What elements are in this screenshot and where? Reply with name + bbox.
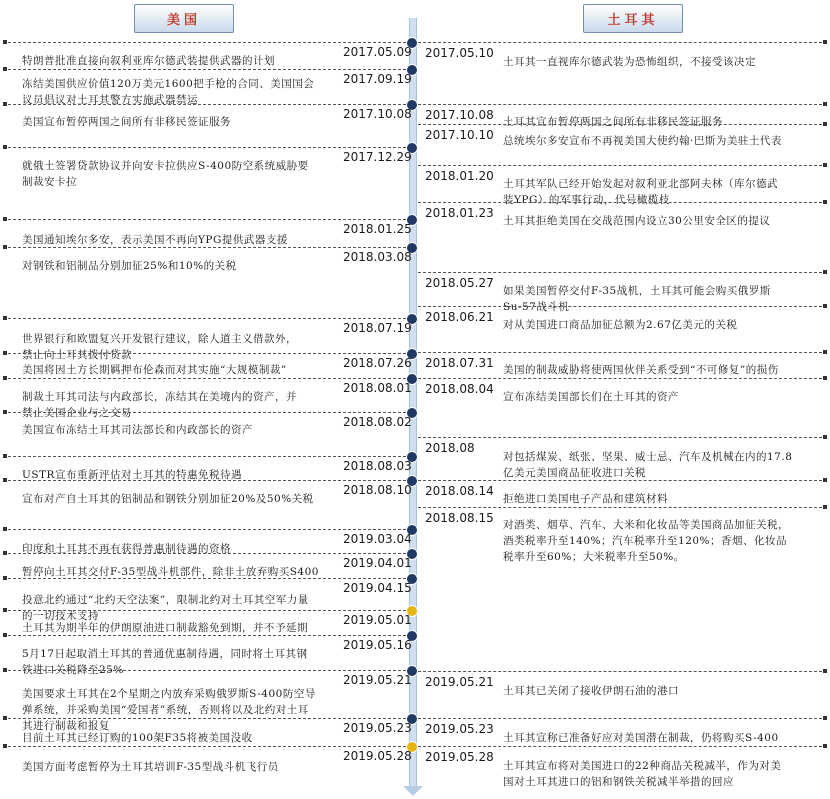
us-event-date: 2018.08.02 — [343, 415, 412, 429]
us-event-text — [22, 362, 342, 378]
us-event-text — [22, 646, 342, 678]
turkey-event-line: 土耳其宣布暂停两国之间所有非移民签证服务 — [503, 116, 723, 128]
turkey-separator-cap — [823, 376, 827, 380]
turkey-separator-cap — [823, 122, 827, 126]
us-event-text — [22, 730, 342, 746]
turkey-event-date: 2017.10.10 — [425, 128, 494, 142]
us-separator-cap — [3, 608, 7, 612]
turkey-event-date: 2017.05.10 — [425, 46, 494, 60]
turkey-event-date: 2018.07.31 — [425, 356, 494, 370]
turkey-separator — [418, 202, 827, 203]
turkey-event-text — [503, 517, 825, 565]
us-separator-cap — [3, 351, 7, 355]
turkey-separator — [418, 746, 827, 747]
us-event-date: 2019.05.01 — [343, 613, 412, 627]
us-event-line: 印度和土耳其不再有获得普惠制待遇的资格 — [22, 543, 231, 555]
us-event-date: 2019.04.01 — [343, 556, 412, 570]
turkey-event-line: 土耳其一直视库尔德武装为恐怖组织，不接受该决定 — [503, 56, 756, 68]
turkey-separator — [418, 718, 827, 719]
turkey-event-date: 2018.08.15 — [425, 511, 494, 525]
us-separator-cap — [3, 478, 7, 482]
us-separator — [3, 318, 406, 319]
us-event-date: 2019.05.21 — [343, 673, 412, 687]
us-event-line: 美国要求土耳其在2个星期之内放弃采购俄罗斯S-400防空导 — [22, 688, 316, 700]
us-event-line: 的一切技术支持 — [22, 610, 99, 622]
us-event-line: 美国通知埃尔多安，表示美国不再向YPG提供武器支援 — [22, 234, 288, 246]
turkey-event-line: 宣布冻结美国部长们在土耳其的资产 — [503, 391, 679, 403]
turkey-event-line: 如果美国暂停交付F-35战机，土耳其可能会购买俄罗斯 — [503, 285, 771, 297]
us-header: 美国 — [134, 4, 234, 33]
turkey-separator-cap — [823, 102, 827, 106]
turkey-event-date: 2018.08.14 — [425, 484, 494, 498]
turkey-event-date: 2018.01.20 — [425, 169, 494, 183]
turkey-event-line: 土耳其宣称已准备好应对美国潜在制裁，仍将购买S-400 — [503, 732, 779, 744]
us-event-line: 美国宣布冻结土耳其司法部长和内政部长的资产 — [22, 424, 253, 436]
us-separator-cap — [3, 410, 7, 414]
us-event-date: 2017.10.08 — [343, 107, 412, 121]
turkey-event-text — [503, 730, 825, 746]
turkey-separator-cap — [823, 304, 827, 308]
us-separator-cap — [3, 633, 7, 637]
turkey-event-text — [503, 449, 825, 481]
turkey-event-line: 美国的制裁威胁将使两国伙伴关系受到“不可修复”的损伤 — [503, 364, 779, 376]
us-event-date: 2017.05.09 — [343, 45, 412, 59]
us-separator — [3, 247, 406, 248]
turkey-event-line: 拒绝进口美国电子产品和建筑材料 — [503, 493, 668, 505]
turkey-event-line: 土耳其拒绝美国在交战范围内设立30公里安全区的提议 — [503, 215, 771, 227]
us-separator-cap — [3, 145, 7, 149]
us-separator — [3, 529, 406, 530]
us-event-line: 铁进口关税降至25% — [22, 664, 124, 676]
turkey-event-text — [503, 114, 825, 130]
turkey-event-line: 酒类税率升至140%；汽车税率升至120%；香烟、化妆品 — [503, 535, 788, 547]
us-separator — [3, 610, 406, 611]
us-separator — [3, 353, 406, 354]
us-event-date: 2018.08.10 — [343, 483, 412, 497]
turkey-separator-cap — [823, 435, 827, 439]
us-event-text — [22, 686, 342, 734]
us-event-date: 2018.07.19 — [343, 321, 412, 335]
turkey-event-text — [503, 176, 825, 208]
us-separator — [3, 219, 406, 220]
us-separator — [3, 635, 406, 636]
turkey-event-line: 对酒类、烟草、汽车、大米和化妆品等美国商品加征关税， — [503, 519, 789, 531]
us-separator — [3, 104, 406, 105]
us-separator — [3, 412, 406, 413]
turkey-header: 土耳其 — [583, 4, 683, 33]
us-event-line: 制裁土耳其司法与内政部长，冻结其在美境内的资产，并 — [22, 391, 297, 403]
us-event-text — [22, 759, 342, 775]
us-event-text — [22, 158, 342, 190]
turkey-separator — [418, 480, 827, 481]
us-event-line: 世界银行和欧盟复兴开发银行建议，除人道主义借款外， — [22, 333, 297, 345]
us-event-date: 2019.05.23 — [343, 721, 412, 735]
us-event-date: 2019.04.15 — [343, 581, 412, 595]
us-event-date: 2019.03.04 — [343, 532, 412, 546]
us-separator — [3, 746, 406, 747]
turkey-separator — [418, 671, 827, 672]
us-event-date: 2017.09.19 — [343, 72, 412, 86]
us-event-text — [22, 331, 342, 363]
turkey-event-date: 2018.06.21 — [425, 310, 494, 324]
us-event-text — [22, 258, 342, 274]
us-separator — [3, 42, 406, 43]
turkey-separator — [418, 104, 827, 105]
turkey-event-date: 2019.05.23 — [425, 722, 494, 736]
turkey-event-line: 对从美国进口商品加征总额为2.67亿美元的关税 — [503, 319, 738, 331]
us-event-text — [22, 53, 342, 69]
turkey-event-text — [503, 362, 825, 378]
turkey-event-date: 2018.08 — [425, 441, 475, 455]
us-separator-cap — [3, 245, 7, 249]
us-separator-cap — [3, 527, 7, 531]
us-event-date: 2018.03.08 — [343, 250, 412, 264]
turkey-separator-cap — [823, 505, 827, 509]
us-separator-cap — [3, 576, 7, 580]
turkey-event-text — [503, 213, 825, 229]
turkey-separator-cap — [823, 40, 827, 44]
turkey-event-line: 装YPG）的军事行动，代号橄榄枝 — [503, 194, 670, 206]
turkey-event-line: Su-57战斗机 — [503, 301, 570, 313]
us-separator — [3, 718, 406, 719]
us-event-date: 2018.08.03 — [343, 459, 412, 473]
us-event-date: 2017.12.29 — [343, 150, 412, 164]
us-event-text — [22, 389, 342, 421]
timeline-arrow-icon — [403, 786, 423, 796]
us-event-line: 其进行制裁和报复 — [22, 720, 110, 732]
turkey-event-text — [503, 491, 825, 507]
us-event-text — [22, 114, 342, 130]
turkey-event-text — [503, 54, 825, 70]
us-separator — [3, 456, 406, 457]
turkey-separator-cap — [823, 163, 827, 167]
us-event-line: 冻结美国供应价值120万美元1600把手枪的合同、美国国会 — [22, 78, 315, 90]
us-event-line: 制裁安卡拉 — [22, 176, 77, 188]
turkey-separator — [418, 437, 827, 438]
us-event-line: 目前土耳其已经订购的100架F35将被美国没收 — [22, 732, 253, 744]
us-event-text — [22, 620, 342, 636]
turkey-separator — [418, 306, 827, 307]
turkey-separator — [418, 165, 827, 166]
us-event-line: USTR宣布重新评估对土耳其的特惠免税待遇 — [22, 469, 242, 481]
us-event-line: 宣布对产自土耳其的铝制品和钢铁分别加征20%及50%关税 — [22, 493, 314, 505]
us-event-line: 特朗普批准直接向叙利亚库尔德武装提供武器的计划 — [22, 55, 275, 67]
us-event-line: 议员倡议对土耳其警方实施武器禁运 — [22, 94, 198, 106]
us-event-date: 2019.05.28 — [343, 749, 412, 763]
turkey-event-line: 土耳其已关闭了接收伊朗石油的港口 — [503, 685, 679, 697]
us-separator — [3, 670, 406, 671]
turkey-event-date: 2018.05.27 — [425, 276, 494, 290]
turkey-event-text — [503, 758, 825, 790]
us-event-line: 5月17日起取消土耳其的普通优惠制待遇，同时将土耳其钢 — [22, 648, 308, 660]
us-event-line: 美国宣布暂停两国之间所有非移民签证服务 — [22, 116, 231, 128]
turkey-separator-cap — [823, 478, 827, 482]
us-separator — [3, 480, 406, 481]
us-event-line: 投意北约通过“北约天空法案”，限制北约对土耳其空军力量 — [22, 594, 309, 606]
turkey-separator — [418, 272, 827, 273]
us-event-date: 2019.05.16 — [343, 638, 412, 652]
us-separator — [3, 69, 406, 70]
us-event-line: 弹系统，并采购美国“爱国者”系统，否则将以及北约对土耳 — [22, 704, 309, 716]
us-event-line: 对钢铁和铝制品分别加征25%和10%的关税 — [22, 260, 237, 272]
us-event-date: 2018.07.26 — [343, 356, 412, 370]
us-separator — [3, 578, 406, 579]
us-separator-cap — [3, 217, 7, 221]
turkey-event-date: 2018.01.23 — [425, 206, 494, 220]
us-event-text — [22, 541, 342, 557]
turkey-event-date: 2019.05.28 — [425, 750, 494, 764]
turkey-event-text — [503, 683, 825, 699]
turkey-event-date: 2018.08.04 — [425, 382, 494, 396]
us-event-text — [22, 232, 342, 248]
turkey-separator — [418, 352, 827, 353]
turkey-event-date: 2017.10.08 — [425, 108, 494, 122]
turkey-event-line: 国对土耳其进口的铝和钢铁关税减半举措的回应 — [503, 776, 734, 788]
us-event-date: 2018.08.01 — [343, 381, 412, 395]
turkey-event-line: 亿美元美国商品征收进口关税 — [503, 467, 646, 479]
turkey-separator-cap — [823, 744, 827, 748]
turkey-separator-cap — [823, 669, 827, 673]
us-separator-cap — [3, 102, 7, 106]
us-separator-cap — [3, 551, 7, 555]
us-event-line: 美国将因土方长期羁押布伦森而对其实施“大规模制裁” — [22, 364, 287, 376]
us-event-line: 土耳其为期半年的伊朗原油进口制裁豁免到期，并不予延期 — [22, 622, 308, 634]
turkey-separator-cap — [823, 200, 827, 204]
us-separator-cap — [3, 454, 7, 458]
turkey-event-text — [503, 317, 825, 333]
us-event-line: 暂停向土耳其交付F-35型战斗机部件，除非土放弃购买S400 — [22, 566, 319, 578]
us-separator — [3, 553, 406, 554]
us-event-text — [22, 422, 342, 438]
turkey-event-date: 2019.05.21 — [425, 675, 494, 689]
us-event-line: 禁止向土耳其拨付贷款 — [22, 349, 132, 361]
turkey-separator-cap — [823, 270, 827, 274]
turkey-event-line: 对包括煤炭、纸张、坚果、威士忌、汽车及机械在内的17.8 — [503, 451, 793, 463]
us-separator — [3, 147, 406, 148]
turkey-separator — [418, 507, 827, 508]
us-separator-cap — [3, 744, 7, 748]
us-separator-cap — [3, 67, 7, 71]
turkey-event-text — [503, 283, 825, 315]
turkey-separator-cap — [823, 350, 827, 354]
us-event-date: 2018.01.25 — [343, 222, 412, 236]
us-event-line: 禁止美国企业与之交易 — [22, 407, 132, 419]
us-event-line: 美国方面考虑暂停为土耳其培训F-35型战斗机飞行员 — [22, 761, 279, 773]
us-separator-cap — [3, 40, 7, 44]
turkey-separator — [418, 124, 827, 125]
us-separator-cap — [3, 376, 7, 380]
turkey-event-text — [503, 389, 825, 405]
turkey-event-line: 土耳其军队已经开始发起对叙利亚北部阿夫林（库尔德武 — [503, 178, 778, 190]
us-event-line: 就俄土签署贷款协议并向安卡拉供应S-400防空系统威胁要 — [22, 160, 309, 172]
us-separator-cap — [3, 316, 7, 320]
turkey-separator — [418, 42, 827, 43]
us-separator-cap — [3, 668, 7, 672]
turkey-event-line: 土耳其宣布将对美国进口的22种商品关税减半，作为对美 — [503, 760, 782, 772]
turkey-separator-cap — [823, 716, 827, 720]
turkey-event-text — [503, 133, 825, 149]
turkey-separator — [418, 378, 827, 379]
us-separator — [3, 378, 406, 379]
turkey-event-line: 税率升至60%；大米税率升至50%。 — [503, 551, 685, 563]
us-separator-cap — [3, 716, 7, 720]
us-event-text — [22, 491, 342, 507]
turkey-event-line: 总统埃尔多安宣布不再视美国大使约翰·巴斯为美驻土代表 — [503, 135, 782, 147]
